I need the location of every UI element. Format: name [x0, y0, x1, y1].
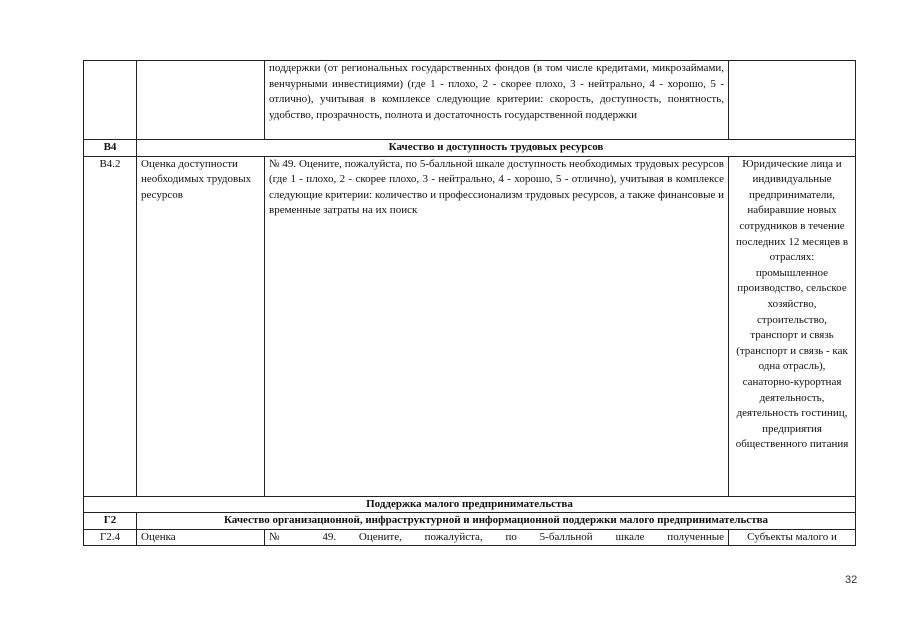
indicator-cell: Оценка доступности необходимых трудовых ресурсов: [137, 156, 265, 496]
indicator-cell: [137, 61, 265, 140]
section-code: В4: [84, 140, 137, 157]
section-title: Качество организационной, инфраструктурной и информационной поддержки малого предпринимательства: [137, 513, 856, 530]
section-row: [84, 140, 856, 157]
table-row: [84, 61, 856, 140]
table-row: [84, 529, 856, 546]
section-title: Качество и доступность трудовых ресурсов: [137, 140, 856, 157]
row-code-cell: [84, 61, 137, 140]
table-row: [84, 156, 856, 496]
row-code-cell: В4.2: [84, 156, 137, 496]
row-code-cell: Г2.4: [84, 529, 137, 546]
respondents-cell: [729, 61, 856, 140]
section-code: Г2: [84, 513, 137, 530]
question-cell: № 49. Оцените, пожалуйста, по 5-балльной шкале доступность необходимых трудовых ресурсов (где 1 - плохо, 2 - скорее плохо, 3 - нейтрально, 4 - хорошо, 5 - отлично), учитывая в комплексе следующие критерии: количество и профессионализм трудовых ресурсов, а также финансовые и временные затраты на их поиск: [265, 156, 729, 496]
indicator-cell: Оценка: [137, 529, 265, 546]
question-cell: № 49. Оцените, пожалуйста, по 5-балльной шкале полученные: [265, 529, 729, 546]
question-cell: поддержки (от региональных государственных фондов (в том числе кредитами, микрозаймами, венчурными инвестициями) (где 1 - плохо, 2 - скорее плохо, 3 - нейтрально, 4 - хорошо, 5 - отлично), учитывая в комплексе следующие критерии: скорость, доступность, понятность, удобство, прозрачность, полнота и достаточность государственной поддержки: [265, 61, 729, 140]
section-heading: Поддержка малого предпринимательства: [84, 496, 856, 513]
section-row: [84, 513, 856, 530]
respondents-cell: Субъекты малого и: [729, 529, 856, 546]
page-number: 32: [845, 574, 858, 586]
indicators-table: [83, 60, 856, 546]
section-heading-row: [84, 496, 856, 513]
respondents-cell: Юридические лица и индивидуальные предприниматели, набиравшие новых сотрудников в течение последних 12 месяцев в отраслях: промышленное производство, сельское хозяйство, строительство, транспорт и связь (транспорт и связь - как одна отрасль), санаторно-курортная деятельность, деятельность гостиниц, предприятия общественного питания: [729, 156, 856, 496]
